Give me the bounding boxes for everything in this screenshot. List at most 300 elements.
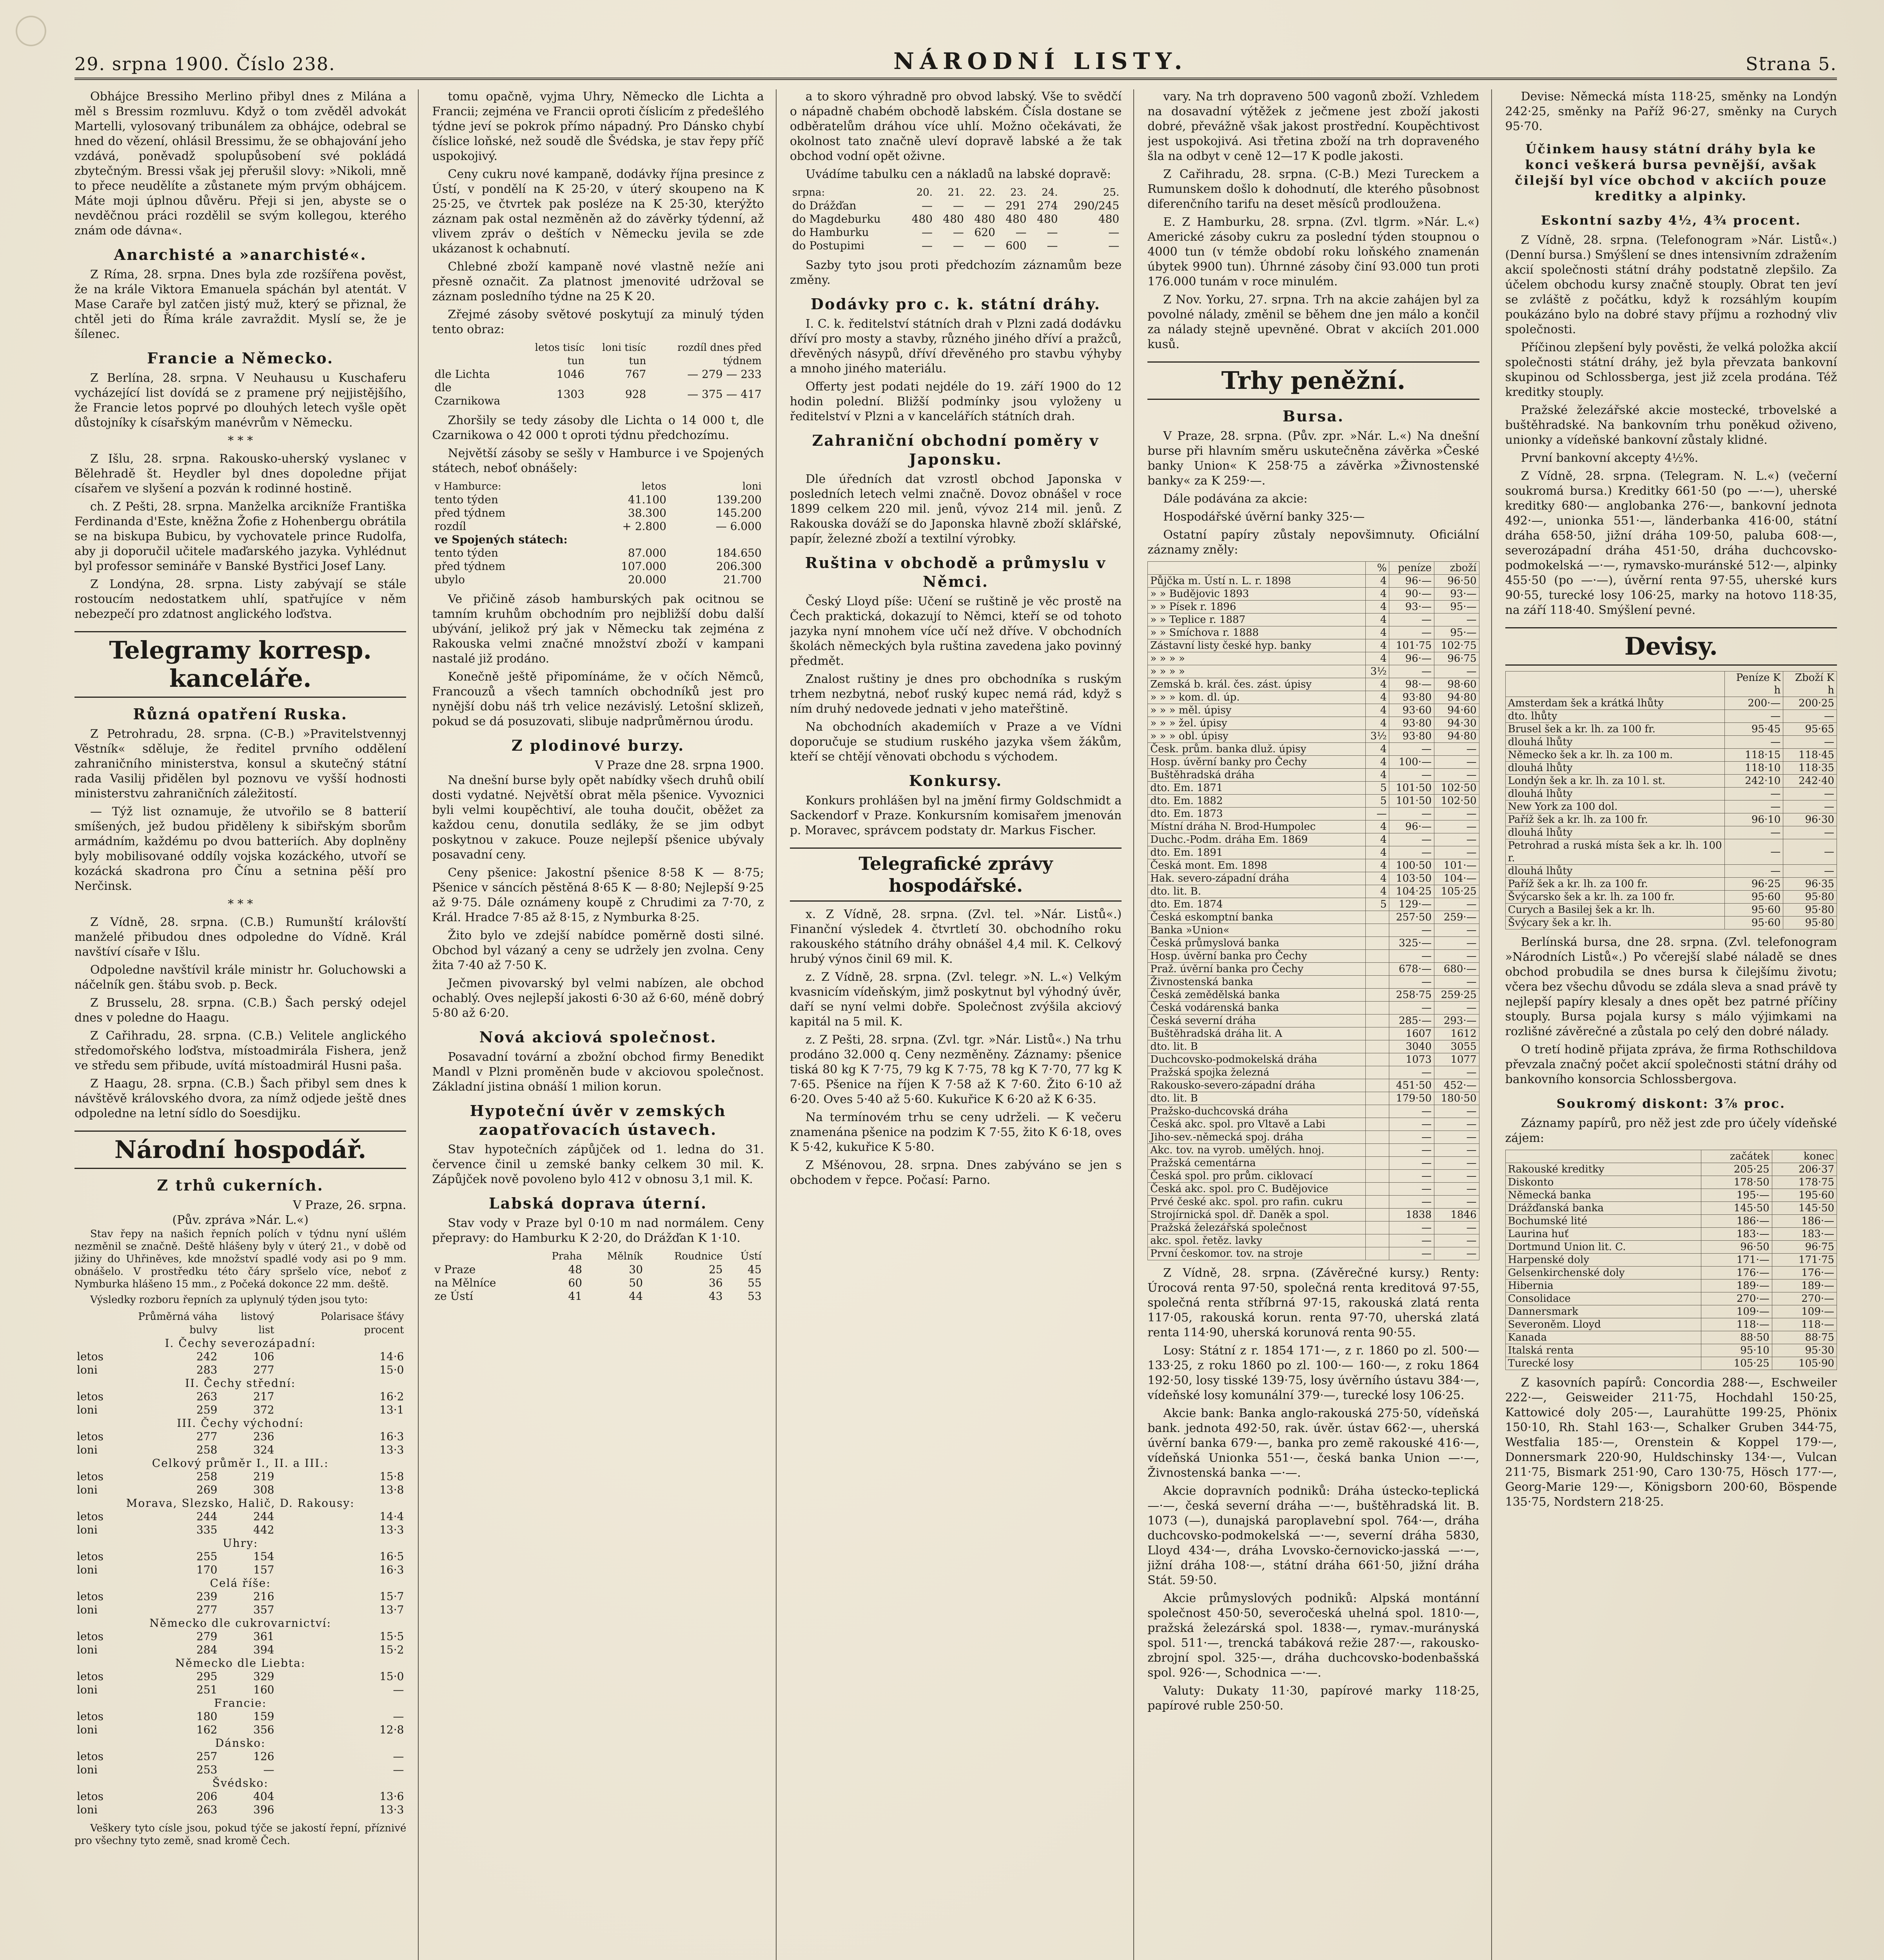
table-cell: 154 — [253, 1550, 274, 1563]
article-paragraph: Z Vídně, 28. srpna. (Telegram. N. L.«) (večerní soukromá bursa.) Kreditky 661·50 (po —·—), uherské kreditky 680·— anglobanka 276·—, bankovní jednota 492·—, unionka 551·—, länderbanka 416·00, státní dráha 658·50, jižní dráha 109·50, paluba 608·—, severozápadní dráha 451·50, dráha duchcovsko-podmokelská —·—, rymavsko-muránské 512·—, alpinky 455·50 (po —·—), úvěrní renta 97·55, uherské kurs 90·55, turecké losy 106·25, marky na hotovo 118·35, na září 118·40. Smýšlení pevné. — [1505, 469, 1837, 617]
table-cell: 4 — [1366, 820, 1389, 833]
table-cell: 179·50 — [1389, 1092, 1434, 1105]
table-row — [1148, 626, 1479, 639]
table-cell: — — [1434, 769, 1479, 782]
table-cell: 20.000 — [628, 573, 666, 586]
table-cell: 329 — [253, 1670, 274, 1683]
table-cell — [1366, 1196, 1389, 1209]
table-row — [74, 1550, 406, 1563]
table-cell: — — [1434, 1002, 1479, 1014]
table-cell: — — [1434, 1157, 1479, 1170]
table-cell: 255 — [196, 1550, 218, 1563]
table-row — [1148, 1131, 1479, 1144]
table-cell: Česká mont. Em. 1898 — [1148, 859, 1366, 872]
table-cell: 325·— — [1389, 937, 1434, 950]
table-cell — [1366, 989, 1389, 1002]
table-cell: Italská renta — [1505, 1344, 1701, 1357]
article-paragraph: Ostatní papíry zůstaly nepovšimnuty. Oficiální záznamy zněly: — [1147, 528, 1479, 557]
article-paragraph: Z Vídně, 28. srpna. (C.B.) Rumunští královští manželé přibudou dnes odpoledne do Vídně. Král navštíví císaře v Išlu. — [74, 915, 407, 959]
table-row — [1505, 878, 1837, 891]
table-cell: 96·50 — [1434, 575, 1479, 588]
table-row — [74, 1563, 406, 1577]
table-row — [1505, 697, 1837, 710]
table-header-cell: 21. — [947, 187, 964, 198]
table-cell: 284 — [196, 1643, 218, 1656]
table-cell: 3040 — [1389, 1040, 1434, 1053]
table-cell: 93·— — [1434, 588, 1479, 601]
table-cell: 109·— — [1701, 1305, 1772, 1318]
article-paragraph: O tretí hodině přijata zpráva, že firma Rothschildova převzala značný počet akcií společnosti státní dráhy od bankovního konsorcia Schlossbergova. — [1505, 1043, 1837, 1086]
table-row — [1148, 1209, 1479, 1221]
table-cell: Strojírnická spol. dř. Daněk a spol. — [1148, 1209, 1366, 1221]
newspaper-title: NÁRODNÍ LISTY. — [893, 48, 1188, 74]
table-cell: Jiho-sev.-německá spoj. dráha — [1148, 1131, 1366, 1144]
article-heading: Eskontní sazby 4½, 4¾ procent. — [1541, 213, 1801, 228]
table-cell: — — [1108, 239, 1120, 252]
table-cell: Curych a Basilej šek a kr. lh. — [1505, 904, 1724, 916]
table-row — [1148, 1079, 1479, 1092]
table-cell: 104·— — [1434, 872, 1479, 885]
table-cell: — — [1389, 1131, 1434, 1144]
table-row — [74, 1723, 406, 1737]
column-1 — [74, 89, 419, 1960]
table-cell: Prvé české akc. spol. pro rafin. cukru — [1148, 1196, 1366, 1209]
table-cell: 4 — [1366, 575, 1389, 588]
table-cell: 3½ — [1366, 665, 1389, 678]
table-cell: 98·60 — [1434, 678, 1479, 691]
table-cell: Německá banka — [1505, 1189, 1701, 1202]
table-cell: 324 — [253, 1443, 274, 1456]
table-cell: 767 — [625, 368, 646, 381]
article-paragraph: Zhoršily se tedy zásoby dle Lichta o 14 000 t, dle Czarnikowa o 42 000 t oproti týdnu předchozímu. — [432, 414, 764, 442]
table-row — [1148, 1014, 1479, 1027]
table-row — [432, 368, 764, 381]
table-row — [1148, 1247, 1479, 1260]
table-row — [1148, 652, 1479, 665]
table-row — [432, 493, 764, 506]
table-cell: 95·60 — [1724, 891, 1783, 904]
table-cell: 126 — [253, 1750, 274, 1763]
table-cell: » » Budějovic 1893 — [1148, 588, 1366, 601]
table-row — [74, 1403, 406, 1417]
table-cell: Zástavní listy české hyp. banky — [1148, 639, 1366, 652]
table-cell: 259·— — [1434, 911, 1479, 924]
table-row — [1148, 1157, 1479, 1170]
table-cell: New York za 100 dol. — [1505, 800, 1724, 813]
table-cell: — — [1389, 1157, 1434, 1170]
table-cell: — — [1434, 833, 1479, 846]
article-heading: Konkursy. — [909, 772, 1003, 789]
table-cell: Buštěhradská dráha — [1148, 769, 1366, 782]
table-cell: Česká průmyslová banka — [1148, 937, 1366, 950]
article-heading: Soukromý diskont: 3⅞ proc. — [1556, 1096, 1786, 1111]
table-cell: 480 — [1098, 212, 1120, 225]
table-cell: 178·50 — [1701, 1176, 1772, 1189]
table-cell: — — [1389, 924, 1434, 937]
table-cell: 101·50 — [1389, 782, 1434, 795]
table-row — [1505, 762, 1837, 775]
table-cell: Paříž šek a kr. lh. za 100 fr. — [1505, 878, 1724, 891]
table-cell: 1846 — [1434, 1209, 1479, 1221]
table-cell: » » Teplice r. 1887 — [1148, 613, 1366, 626]
table-cell: 96·— — [1389, 652, 1434, 665]
table-cell: loni — [77, 1803, 98, 1816]
table-row — [1148, 795, 1479, 808]
table-cell: 680·— — [1434, 963, 1479, 976]
article-paragraph: Uvádíme tabulku cen a nákladů na labské dopravě: — [805, 167, 1111, 181]
table-cell: 105·25 — [1701, 1357, 1772, 1370]
table-cell: Česká spol. pro prům. ciklovací — [1148, 1170, 1366, 1183]
section-title: Trhy peněžní. — [1147, 361, 1479, 400]
table-cell: rozdíl — [434, 520, 466, 533]
table-cell: 205·25 — [1701, 1163, 1772, 1176]
table-cell: letos — [77, 1470, 104, 1483]
table-group-label: III. Čechy východní: — [177, 1417, 304, 1430]
table-cell: 1303 — [556, 388, 585, 401]
article-paragraph: Konečně ještě připomínáme, že v očích Němců, Francouzů a všech tamních obchodníků jest pro nynější dobu náš trh velice nezávislý. Letošní sklizeň, pokud se dá posuzovati, slibuje nadprůměrnou úrodu. — [432, 670, 764, 728]
table-row — [1148, 1002, 1479, 1014]
table-cell: 145·50 — [1701, 1202, 1772, 1215]
article-paragraph: Stav vody v Praze byl 0·10 m nad normálem. Ceny přepravy: do Hamburku K 2·20, do Drážďan K 1·10. — [432, 1216, 764, 1245]
table-row — [1148, 717, 1479, 730]
table-cell: Švýcarsko šek a kr. lh. za 100 fr. — [1505, 891, 1724, 904]
table-cell: Duchc.-Podm. dráha Em. 1869 — [1148, 833, 1366, 846]
table-cell: 4 — [1366, 769, 1389, 782]
table-cell: 184.650 — [716, 546, 762, 559]
table-cell: dto. lit. B. — [1148, 885, 1366, 898]
table-cell — [1366, 1183, 1389, 1196]
table-cell: 88·75 — [1772, 1331, 1837, 1344]
table-cell: 55 — [748, 1276, 762, 1289]
table-title: ve Spojených státech: — [434, 533, 568, 546]
table-row — [1505, 1344, 1837, 1357]
table-cell: 118·— — [1772, 1318, 1837, 1331]
table-cell: — — [1389, 846, 1434, 859]
article-heading: Nová akciová společnost. — [479, 1028, 717, 1046]
table-cell: 239 — [196, 1590, 218, 1603]
table-cell: 102·50 — [1434, 795, 1479, 808]
table-header-cell: peníze — [1389, 562, 1434, 575]
article-paragraph: Český Lloyd píše: Učení se ruštině je věc prostě na Čech praktická, dokazují to Němci, kteří se od tohoto jazyka nyní mnohem více učí než dříve. V obchodních školách německých byla ruština zavedena jako povinný předmět. — [790, 595, 1122, 668]
table-cell — [1366, 1131, 1389, 1144]
table-cell: dlouhá lhůty — [1505, 826, 1724, 839]
table-cell: — — [393, 1750, 404, 1763]
table-cell — [1366, 1209, 1389, 1221]
table-cell: dto. lit. B — [1148, 1040, 1366, 1053]
table-cell: — — [1434, 1183, 1479, 1196]
table-cell — [1366, 1105, 1389, 1118]
table-cell: 263 — [196, 1390, 218, 1403]
bonds-table — [1147, 561, 1479, 1260]
table-cell: — — [1434, 743, 1479, 756]
article-heading: Labská doprava úterní. — [489, 1194, 708, 1212]
table-cell: 183·— — [1772, 1228, 1837, 1241]
table-cell: 442 — [253, 1523, 274, 1536]
table-cell: 101·75 — [1389, 639, 1434, 652]
table-cell — [1366, 1027, 1389, 1040]
berlin-table — [1505, 1150, 1837, 1370]
table-cell: — — [393, 1710, 404, 1723]
table-header-row — [432, 1250, 764, 1263]
table-cell: — — [1434, 756, 1479, 769]
table-cell: — — [263, 1763, 274, 1776]
table-cell: loni — [77, 1603, 98, 1616]
table-cell: 94·80 — [1434, 691, 1479, 704]
table-row — [74, 1350, 406, 1363]
table-cell: — — [1389, 1196, 1434, 1209]
table-cell — [1366, 976, 1389, 989]
page-number: Strana 5. — [1746, 53, 1837, 74]
table-cell: 53 — [748, 1290, 762, 1303]
article-paragraph: Sazby tyto jsou proti předchozím záznamům beze změny. — [790, 258, 1122, 287]
table-cell: 107.000 — [621, 560, 666, 573]
table-row — [790, 212, 1122, 226]
table-row — [790, 239, 1122, 252]
table-cell: 176·— — [1772, 1267, 1837, 1279]
article-paragraph: Offerty jest podati nejdéle do 19. září 1900 do 12 hodin polední. Bližší podmínky jsou vyloženy u ředitelství v Plzni a v kancelářích státních drah. — [790, 380, 1122, 423]
table-row — [74, 1443, 406, 1457]
table-row — [790, 226, 1122, 239]
table-cell: 206.300 — [716, 560, 762, 573]
table-cell: 274 — [1037, 199, 1058, 212]
table-header-row — [432, 480, 764, 493]
devisy-table — [1505, 671, 1837, 929]
table-cell: 216 — [253, 1590, 274, 1603]
table-cell: 109·— — [1772, 1305, 1837, 1318]
article-paragraph: Ječmen pivovarský byl velmi nabízen, ale obchod ochablý. Oves nejlepší jakosti 6·30 až 6·60, méně dobrý 5·80 až 6·20. — [432, 976, 764, 1020]
table-cell: 244 — [253, 1510, 274, 1523]
table-cell: 251 — [196, 1683, 218, 1696]
table-cell: Harpenské doly — [1505, 1254, 1701, 1267]
table-cell: — — [1434, 976, 1479, 989]
table-row — [1505, 749, 1837, 762]
table-cell: 139.200 — [716, 493, 762, 506]
table-group-row — [74, 1617, 406, 1630]
table-cell: 95·65 — [1783, 723, 1837, 736]
cargo-table — [790, 186, 1122, 252]
table-row — [1505, 1176, 1837, 1189]
table-group-row — [74, 1777, 406, 1790]
table-cell: — — [1389, 613, 1434, 626]
table-cell: — 6.000 — [715, 520, 762, 533]
table-row — [74, 1670, 406, 1683]
table-cell: Hosp. úvěrní banky pro Čechy — [1148, 756, 1366, 769]
article-paragraph: Příčinou zlepšení byly pověsti, že velká položka akcií společnosti státní dráhy, jež byla převzata bankovní skupinou od Schlossberga, jest již zcela prodána. Též kreditky stouply. — [1505, 341, 1837, 399]
table-row — [1505, 1279, 1837, 1292]
table-cell: — — [1434, 846, 1479, 859]
table-cell: 15·0 — [379, 1363, 404, 1376]
table-cell: — — [1389, 950, 1434, 963]
table-cell: 96·75 — [1434, 652, 1479, 665]
article-paragraph: Z Vídně, 28. srpna. (Závěrečné kursy.) Renty: Úrocová renta 97·50, společná renta kreditová 97·55, společná renta stříbrná 97·15, rakouská zlatá renta 117·05, rakouská korun. renta 97·70, uherská zlatá renta 114·90, uherská korunová renta 90·55. — [1147, 1266, 1479, 1339]
table-cell: ubylo — [434, 573, 465, 586]
table-cell: Pražská cementárna — [1148, 1157, 1366, 1170]
table-group-row — [74, 1737, 406, 1750]
table-cell: — — [1434, 1105, 1479, 1118]
table-cell: 101·— — [1434, 859, 1479, 872]
table-header-cell: rozdíl dnes před týdnem — [677, 342, 762, 367]
section-title: Telegrafické zprávy hospodářské. — [790, 848, 1122, 902]
table-cell: 4 — [1366, 743, 1389, 756]
table-cell: 94·60 — [1434, 704, 1479, 717]
article-paragraph: Na obchodních akademiích v Praze a ve Vídni doporučuje se studium ruského jazyka všem žákům, kteří se chtějí věnovati obchodu s východem. — [790, 720, 1122, 764]
table-group-label: Francie: — [214, 1697, 267, 1710]
table-cell: 279 — [196, 1630, 218, 1643]
separator: * * * — [228, 897, 253, 911]
table-row — [1505, 813, 1837, 826]
table-cell: — — [1724, 865, 1783, 878]
table-cell: dlouhá lhůty — [1505, 788, 1724, 800]
table-cell: 195·— — [1701, 1189, 1772, 1202]
table-cell: Banka »Union« — [1148, 924, 1366, 937]
table-cell: 361 — [253, 1630, 274, 1643]
article-heading: Z plodinové burzy. — [511, 737, 685, 754]
table-cell: 480 — [1006, 212, 1027, 225]
article-paragraph: Výsledky rozboru řepních za uplynulý týden jsou tyto: — [90, 1294, 368, 1306]
table-cell: 4 — [1366, 704, 1389, 717]
column-3 — [790, 89, 1134, 1960]
table-cell: — — [1389, 665, 1434, 678]
table-row — [74, 1750, 406, 1763]
table-cell: 285·— — [1389, 1014, 1434, 1027]
table-cell: Zemská b. král. čes. zást. úpisy — [1148, 678, 1366, 691]
table-cell: 1077 — [1434, 1053, 1479, 1066]
article-paragraph: Hospodářské úvěrní banky 325·— — [1163, 510, 1365, 524]
table-row — [1148, 691, 1479, 704]
table-header-cell: listový list — [241, 1311, 274, 1336]
table-header-row — [74, 1310, 406, 1337]
table-header-cell: letos tisíc tun — [535, 342, 585, 367]
table-cell: 372 — [253, 1403, 274, 1416]
table-row — [74, 1590, 406, 1603]
article-paragraph: První bankovní akcepty 4½%. — [1521, 451, 1699, 465]
table-row — [432, 381, 764, 408]
table-cell: — — [1783, 839, 1837, 865]
article-paragraph: vary. Na trh dopraveno 500 vagonů zboží. Vzhledem na dosavadní výtěžek z ječmene jest zboží jakosti dobré, převážně však jakost prostřední. Koupěchtivost jest uspokojivá. Asi třetina zboží na trh dopraveného šla na odbyt v ceně 12—17 K podle jakosti. — [1147, 90, 1479, 163]
table-row — [1148, 756, 1479, 769]
table-row — [1505, 891, 1837, 904]
table-cell: 4 — [1366, 601, 1389, 613]
table-cell: 96·35 — [1783, 878, 1837, 891]
table-group-label: Uhry: — [223, 1537, 258, 1550]
table-row — [432, 546, 764, 560]
article-paragraph: Odpoledne navštívil krále ministr hr. Goluchowski a náčelník gen. štábu svob. p. Beck. — [74, 963, 407, 992]
table-header-cell: 24. — [1042, 187, 1058, 198]
article-heading: Ruština v obchodě a průmyslu v Němci. — [805, 554, 1107, 590]
article-paragraph: Pražské železářské akcie mostecké, trbovelské a buštěhradské. Na bankovním trhu poněkud oživeno, unionky a vídeňské bankovní zůstaly klidné. — [1505, 403, 1837, 447]
table-cell: dto. Em. 1891 — [1148, 846, 1366, 859]
table-cell: 291 — [1006, 199, 1027, 212]
table-cell: 258·75 — [1389, 989, 1434, 1002]
table-group-row — [74, 1657, 406, 1670]
table-cell: 242·40 — [1783, 775, 1837, 788]
table-row — [1505, 1189, 1837, 1202]
table-cell: 129·— — [1389, 898, 1434, 911]
table-cell: — — [1724, 826, 1783, 839]
table-header-row — [790, 186, 1122, 199]
table-row — [1148, 575, 1479, 588]
table-row — [1148, 678, 1479, 691]
table-cell: loni — [77, 1363, 98, 1376]
table-cell: akc. spol. řetěz. lavky — [1148, 1234, 1366, 1247]
section-title: Národní hospodář. — [74, 1131, 406, 1169]
table-cell: Laurina huť — [1505, 1228, 1701, 1241]
table-cell: 253 — [196, 1763, 218, 1776]
table-cell: 452·— — [1434, 1079, 1479, 1092]
table-cell: 4 — [1366, 872, 1389, 885]
article-paragraph: Dále podávána za akcie: — [1163, 492, 1308, 506]
table-cell: Rakouské kreditky — [1505, 1163, 1701, 1176]
table-cell: 15·8 — [379, 1470, 404, 1483]
table-cell: 93·80 — [1389, 691, 1434, 704]
article-paragraph: Z kasovních papírů: Concordia 288·—, Eschweiler 222·—, Geisweider 211·75, Hochdahl 150·25, Kattowicé doly 205·—, Laurahütte 199·25, Phönix 150·10, Rh. Stahl 163·—, Schalker Gruben 344·75, Westfalia 185·—, Orenstein & Koppel 179·—, Donnersmark 220·90, Huldschinsky 134·—, Vulcan 211·75, Bismark 251·90, Caro 130·75, Hösch 177·—, Georg-Marie 129·—, Königsborn 200·60, Böspende 135·75, Nordstern 218·25. — [1505, 1376, 1837, 1509]
table-cell: 206 — [196, 1790, 218, 1803]
table-header-cell: zboží — [1434, 562, 1479, 575]
table-cell: letos — [77, 1790, 104, 1803]
table-cell: » » Smíchova r. 1888 — [1148, 626, 1366, 639]
source-note: (Pův. zpráva »Nár. L.«) — [172, 1213, 309, 1227]
table-cell: 293·— — [1434, 1014, 1479, 1027]
table-cell: 16·5 — [379, 1550, 404, 1563]
table-group-row — [74, 1577, 406, 1590]
article-paragraph: Posavadní tovární a zbožní obchod firmy Benedikt Mandl v Plzni proměněn bude v akciovou společnost. Základní jistina obnáší 1 milion korun. — [432, 1050, 764, 1094]
table-cell: 394 — [253, 1643, 274, 1656]
table-row — [74, 1630, 406, 1643]
table-row — [1148, 1040, 1479, 1053]
table-header-cell: 22. — [979, 187, 995, 198]
table-cell: 1073 — [1389, 1053, 1434, 1066]
table-group-label: Celkový průměr I., II. a III.: — [152, 1457, 329, 1470]
table-cell: — — [1434, 665, 1479, 678]
table-row — [1148, 808, 1479, 820]
table-cell: 4 — [1366, 639, 1389, 652]
table-row — [1505, 736, 1837, 749]
table-row — [1148, 588, 1479, 601]
table-row — [74, 1683, 406, 1697]
table-row — [74, 1790, 406, 1803]
table-cell: loni — [77, 1643, 98, 1656]
article-heading: Hypoteční úvěr v zemských zaopatřovacích ústavech. — [470, 1102, 726, 1138]
table-group-row — [74, 1497, 406, 1510]
table-cell: 678·— — [1389, 963, 1434, 976]
table-row — [1148, 1144, 1479, 1157]
table-cell: 4 — [1366, 678, 1389, 691]
masthead — [74, 27, 1837, 74]
table-header-row — [1505, 671, 1837, 697]
table-cell: 95·— — [1434, 601, 1479, 613]
table-header-cell — [74, 1310, 106, 1337]
table-cell: loni — [77, 1763, 98, 1776]
table-row — [1148, 963, 1479, 976]
table-row — [1148, 601, 1479, 613]
table-cell: Česká vodárenská banka — [1148, 1002, 1366, 1014]
table-cell: 4 — [1366, 652, 1389, 665]
table-cell: 176·— — [1701, 1267, 1772, 1279]
table-row — [1148, 730, 1479, 743]
table-cell: — — [1434, 1170, 1479, 1183]
table-cell: 4 — [1366, 588, 1389, 601]
table-cell: — — [1434, 613, 1479, 626]
table-cell: 183·— — [1701, 1228, 1772, 1241]
table-cell: loni — [77, 1523, 98, 1536]
table-cell: 480 — [943, 212, 964, 225]
table-cell: loni — [77, 1723, 98, 1736]
table-cell — [1366, 1170, 1389, 1183]
table-cell: 258 — [196, 1443, 218, 1456]
table-cell: 90·— — [1389, 588, 1434, 601]
table-row — [1148, 859, 1479, 872]
table-row — [432, 1290, 764, 1303]
